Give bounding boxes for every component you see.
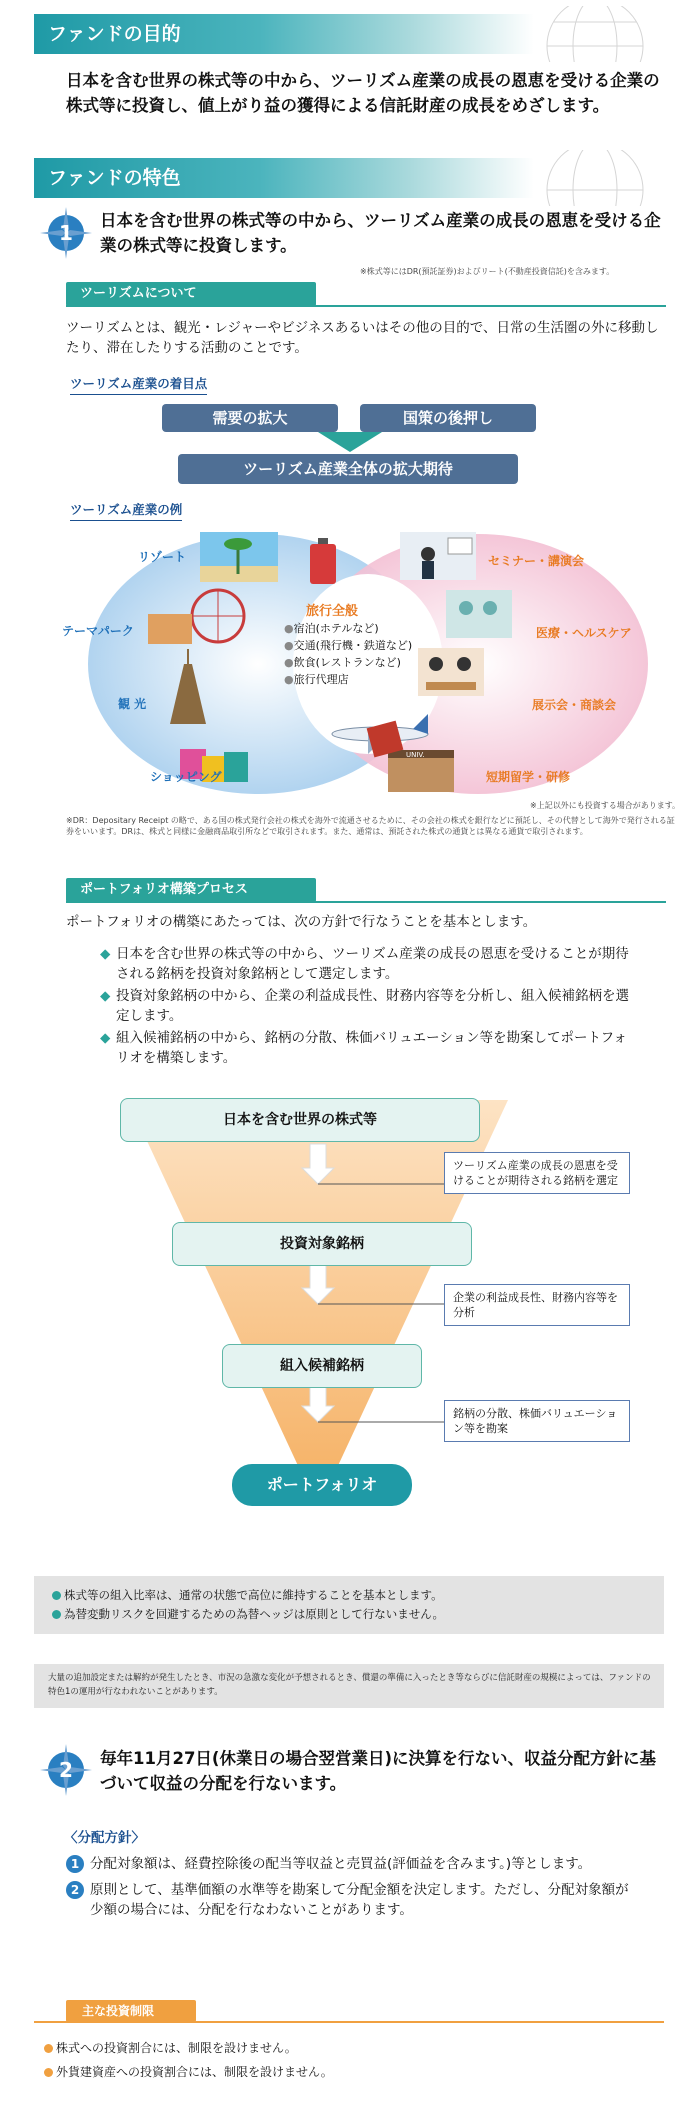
globe-icon (520, 150, 670, 206)
flow-note-2: 企業の利益成長性、財務内容等を分析 (444, 1284, 630, 1326)
portfolio-bullet: ◆ 日本を含む世界の株式等の中から、ツーリズム産業の成長の恩恵を受けることが期待される銘柄を投資対象銘柄として選定します。 (100, 946, 629, 982)
portfolio-intro: ポートフォリオの構築にあたっては、次の方針で行なうことを基本とします。 (66, 914, 537, 930)
policy-box (34, 1576, 664, 1634)
distribution-policy-heading: 〈分配方針〉 (64, 1830, 145, 1846)
dr-note: ※DR：Depositary Receipt の略で、ある国の株式発行会社の株式を海外で流通させるために、その会社の株式を銀行などに預託し、その代替として海外で発行される証券をいいます。DRは、株式と同様に金融商品取引所などで取引されます。また、通常は、預託された株式の通貨とは異なる通貨で取引されます。 (66, 816, 675, 836)
cat-sightseeing: 観 光 (118, 697, 147, 711)
side-note: ※上記以外にも投資する場合があります。 (530, 801, 681, 810)
portfolio-bullet: ◆ 投資対象銘柄の中から、企業の利益成長性、財務内容等を分析し、組入候補銘柄を選定します。 (100, 988, 629, 1024)
seminar-picture (400, 532, 476, 580)
pill-expectation: ツーリズム産業全体の拡大期待 (178, 454, 518, 484)
center-item: ●交通(飛行機・鉄道など) (284, 639, 413, 652)
cat-exhibition: 展示会・商談会 (532, 698, 617, 712)
svg-text:UNIV.: UNIV. (406, 751, 425, 759)
resort-picture (200, 532, 278, 582)
portfolio-bullets (100, 944, 640, 1068)
cat-theme-park: テーマパーク (62, 624, 134, 638)
compass-icon (38, 205, 94, 261)
limits-underline (34, 2021, 664, 2023)
disclaimer-text: 大量の追加設定または解約が発生したとき、市況の急激な変化が予想されるとき、償還の準備に入ったとき等ならびに信託財産の規模によっては、ファンドの特色1の運用が行なわれないことがあります。 (48, 1673, 651, 1697)
tourism-tab: ツーリズムについて (66, 282, 316, 306)
limits-tab: 主な投資制限 (66, 2000, 196, 2022)
policy-item: 株式等の組入比率は、通常の状態で高位に維持することを基本とします。 (52, 1586, 444, 1605)
policy-item: 為替変動リスクを回避するための為替ヘッジは原則として行ないません。 (52, 1605, 444, 1624)
flow-step-investable: 投資対象銘柄 (172, 1222, 472, 1266)
suitcase-picture (310, 538, 336, 584)
limits-item: 株式への投資割合には、制限を設けません。 (44, 2036, 333, 2060)
flow-note-1: ツーリズム産業の成長の恩恵を受けることが期待される銘柄を選定 (444, 1152, 630, 1194)
feature1-number: 1 (59, 221, 73, 245)
pill-policy: 国策の後押し (360, 404, 536, 432)
cat-resort: リゾート (138, 550, 187, 564)
medical-picture (446, 590, 512, 638)
exhibition-picture (418, 648, 484, 696)
tourism-tab-underline (66, 305, 666, 307)
focus-label: ツーリズム産業の着目点 (70, 376, 208, 391)
center-title: 旅行全般 (306, 604, 359, 619)
feature2-number: 2 (59, 1758, 73, 1782)
purpose-text: 日本を含む世界の株式等の中から、ツーリズム産業の成長の恩恵を受ける企業の株式等に投資し、値上がり益の獲得による信託財産の成長をめざします。 (66, 71, 660, 115)
center-item: ●宿泊(ホテルなど) (284, 622, 379, 635)
purpose-heading: ファンドの目的 (34, 14, 534, 54)
center-item: ●飲食(レストランなど) (284, 656, 401, 669)
center-list (284, 620, 412, 688)
flow-step-portfolio: ポートフォリオ (232, 1464, 412, 1506)
cat-medical: 医療・ヘルスケア (536, 626, 632, 640)
cat-seminar: セミナー・講演会 (488, 554, 585, 568)
feature1-note: ※株式等にはDR(預託証券)およびリート(不動産投資信託)を含みます。 (360, 267, 615, 276)
cat-shopping: ショッピング (150, 770, 222, 784)
portfolio-tab: ポートフォリオ構築プロセス (66, 878, 316, 902)
limits-item: 外貨建資産への投資割合には、制限を設けません。 (44, 2060, 333, 2084)
down-arrow-icon (318, 432, 382, 454)
globe-icon (520, 6, 670, 62)
tourism-text: ツーリズムとは、観光・レジャーやビジネスあるいはその他の目的で、日常の生活圏の外に移動したり、滞在したりする活動のことです。 (66, 320, 659, 356)
limits-list (44, 2036, 333, 2084)
examples-label: ツーリズム産業の例 (70, 502, 183, 517)
distribution-policy-list (66, 1854, 636, 1920)
cat-study-abroad: 短期留学・研修 (486, 770, 571, 784)
features-heading: ファンドの特色 (34, 158, 534, 198)
feature1-text: 日本を含む世界の株式等の中から、ツーリズム産業の成長の恩恵を受ける企業の株式等に投資します。 (100, 211, 661, 255)
distribution-item: 2 原則として、基準価額の水準等を勘案して分配金額を決定します。ただし、分配対象額が少額の場合には、分配を行なわないことがあります。 (66, 1880, 636, 1920)
feature2-text: 毎年11月27日(休業日の場合翌営業日)に決算を行ない、収益分配方針に基づいて収益の分配を行ないます。 (100, 1749, 657, 1793)
distribution-item: 1 分配対象額は、経費控除後の配当等収益と売買益(評価益を含みます。)等とします。 (66, 1854, 636, 1874)
flow-step-candidates: 組入候補銘柄 (222, 1344, 422, 1388)
compass-icon (38, 1742, 94, 1798)
center-item: ●旅行代理店 (284, 673, 349, 686)
portfolio-bullet: ◆ 組入候補銘柄の中から、銘柄の分散、株価バリュエーション等を勘案してポートフォリオを構築します。 (100, 1030, 627, 1066)
pill-demand: 需要の拡大 (162, 404, 338, 432)
flow-note-3: 銘柄の分散、株価バリュエーション等を勘案 (444, 1400, 630, 1442)
flow-step-universe: 日本を含む世界の株式等 (120, 1098, 480, 1142)
portfolio-tab-underline (66, 901, 666, 903)
disclaimer-box (34, 1664, 664, 1708)
